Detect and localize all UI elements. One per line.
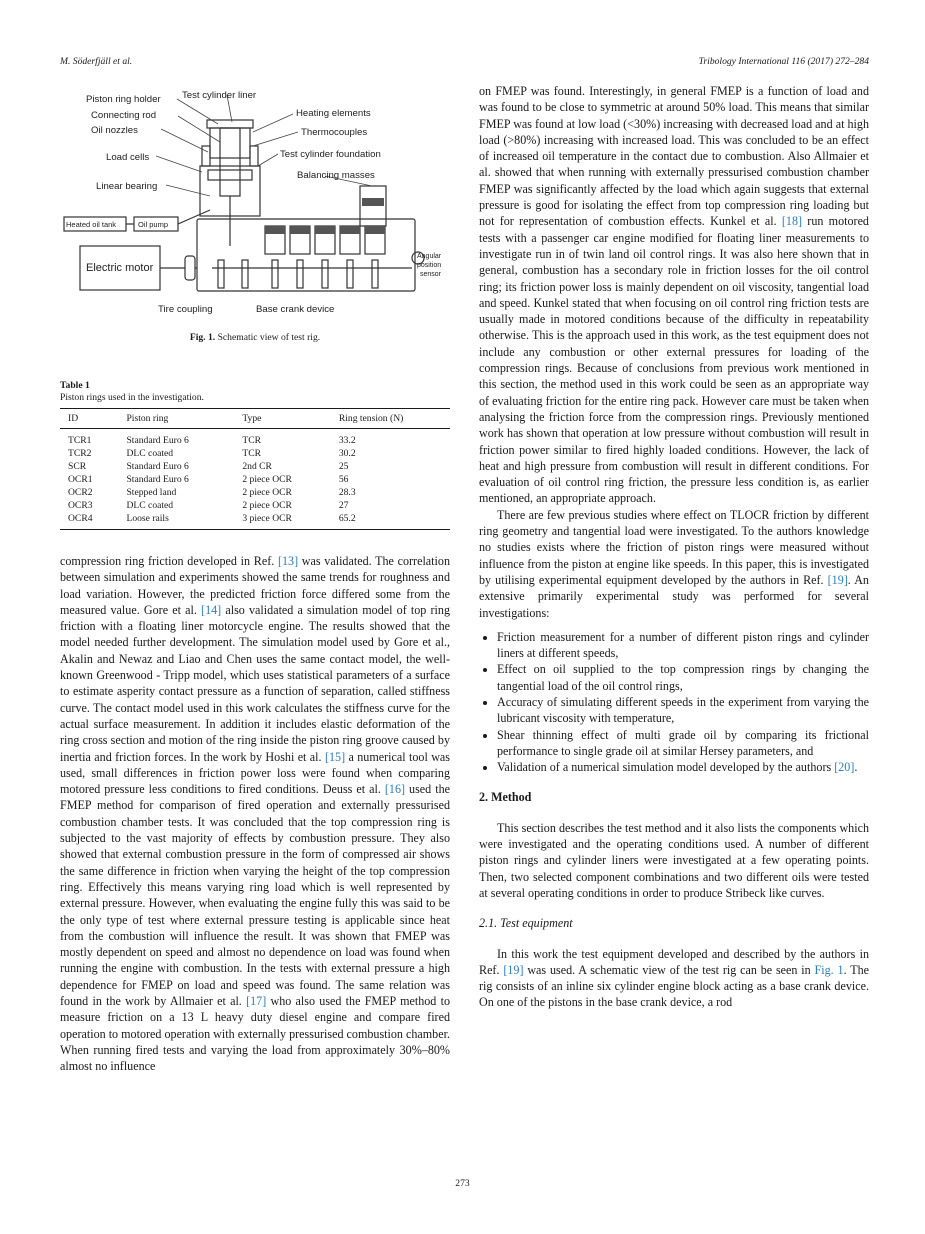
table-cell: 30.2 (338, 448, 356, 459)
table-cell: TCR2 (68, 448, 92, 459)
citation-link[interactable]: [14] (201, 602, 222, 617)
list-item: • Friction measurement for a number of different piston rings and cylinder liners at different speeds, (497, 629, 869, 662)
left-column (60, 553, 450, 1075)
table-header-cell: Piston ring (118, 409, 234, 429)
label-angular-1: Angular (417, 253, 442, 260)
text-run: was used. A schematic view of the test rig can be seen in (523, 962, 815, 977)
label-electric-motor: Electric motor (86, 262, 154, 274)
label-oil-pump: Oil pump (138, 220, 169, 229)
label-connecting-rod: Connecting rod (91, 110, 157, 121)
label-piston-ring-holder: Piston ring holder (86, 94, 161, 105)
body-paragraph (479, 507, 869, 621)
table-cell: 2 piece OCR (242, 500, 292, 511)
table-row (60, 460, 450, 473)
table-cell: 3 piece OCR (234, 512, 330, 530)
label-oil-nozzles: Oil nozzles (91, 125, 138, 136)
table-row (60, 429, 450, 448)
table-cell: OCR2 (68, 487, 93, 498)
label-angular-2: position (417, 262, 442, 269)
table-header-cell: Type (234, 409, 330, 429)
text-run: In this work the test equipment developed and described by the authors in Ref. (479, 946, 869, 977)
table-cell: 33.2 (338, 435, 356, 446)
text-run: who also used the FMEP method to measure friction on a 13 L heavy duty diesel engine and compare fired operation to motored operation with externally pressurised combustion chamber. When running fired tests and varying the load from approximately 30%–80% almost no influence (60, 994, 450, 1074)
label-angular-3: sensor (420, 271, 442, 278)
text-run: also validated a simulation model of top ring friction with a floating liner motorcycle engine. The results showed that the model needed further development. The simulation model used by Gore et al., Akalin and Newaz and Liao and Chen uses the same contact model, the well-known Greenwood - Tripp model, which uses statistical parameters of a surface to estimate asperity contact pressure as a function of separation, called stiffness curve. The contact model used in this work calculates the stiffness curve for the actual surface measurement. In addition it includes elastic deformation of the ring cross section and motion of the ring inside the piston ring groove caused by inertia and friction forces. In the work by Hoshi et al. (60, 602, 450, 764)
piston-rings-table (60, 408, 450, 530)
table-cell: DLC coated (126, 448, 174, 459)
text-run: on FMEP was found. Interestingly, in general FMEP is a function of load and was found to be close to symmetric at around 50% load. This means that similar FMEP was found at low load (<30%) increasing with decreased load and at high load (>80%) increasing with increased load. This was concluded to be an effect of increased oil temperature in the contact due to combustion. Also Allmaier et al. showed that when running with externally pressurised combustion chamber FMEP was significantly affected by the load which again suggests that external pressure is good for isolating the effect from top compression ring loading but not for representation of combustion effects. Kunkel et al. (479, 84, 869, 229)
investigation-list (479, 629, 869, 776)
table-cell: OCR3 (68, 500, 93, 511)
citation-link[interactable]: [13] (277, 554, 299, 568)
table-cell: OCR4 (60, 512, 118, 530)
text-run: compression ring friction developed in Ref. (60, 554, 278, 568)
citation-link[interactable]: [18] (781, 214, 803, 229)
label-thermocouples: Thermocouples (301, 127, 368, 138)
section-heading: 2. Method (479, 790, 532, 805)
list-item: • Accuracy of simulating different speeds in the experiment from varying the lubricant viscosity with temperature, (497, 694, 869, 727)
label-base-crank-device: Base crank device (256, 304, 335, 315)
table-cell: 27 (338, 500, 349, 511)
list-item: • Effect on oil supplied to the top compression rings by changing the tangential load of the oil control rings, (497, 661, 869, 694)
list-item (497, 759, 869, 775)
figure-link[interactable]: Fig. 1 (814, 962, 844, 977)
citation-link[interactable]: [19] (827, 572, 848, 587)
table-row (60, 447, 450, 460)
citation-link[interactable]: [16] (384, 782, 406, 797)
table-row (60, 499, 450, 512)
page-number: 273 (455, 1178, 470, 1189)
running-header-authors: M. Söderfjäll et al. (60, 56, 133, 67)
running-header-journal: Tribology International 116 (2017) 272–284 (698, 56, 869, 67)
text-run: run motored tests with a passenger car engine modified for floating liner measurements to investigate run in of twin land oil control rings. It was also here shown that in general, combustion has a secondary role in friction losses for the oil control ring; its friction power loss is mainly dependent on oil viscosity, tangential load and speed. Kunkel stated that when focusing on oil control ring friction tests are usually made in motored conditions because of the difficulty in repeatability otherwise. This is the approach used in this work, as the test equipment does not include any combustion or other external pressures for loading of the compression rings. Because of conclusions from previous work mentioned in this section, the method used in this work could be seen as an appropriate way of evaluating friction for the entire ring pack. However care must be taken when analysing the friction force from the compression rings. Previously mentioned work has shown that operation at low pressure without combustion will result in friction power similar to fired highly loaded conditions. However, the lack of heat and high pressure from combustion will result in different conditions. For evaluation of oil control ring friction, the pressure less condition is, as earlier mentioned, an appropriate approach. (479, 214, 869, 506)
text-run: . The rig consists of an inline six cylinder engine block acting as a base crank device. On one of the pistons in the base crank device, a rod (479, 962, 869, 1010)
table-cell: TCR (242, 435, 262, 446)
label-test-cylinder-liner: Test cylinder liner (182, 90, 257, 101)
label-linear-bearing: Linear bearing (96, 181, 158, 192)
citation-link[interactable]: [19] (503, 962, 524, 977)
test-rig-diagram (60, 86, 450, 316)
table-cell: Standard Euro 6 (126, 461, 189, 472)
table-title-block (60, 380, 204, 404)
table-cell: 2 piece OCR (242, 474, 292, 485)
table-row (60, 486, 450, 499)
table-header-cell: Ring tension (N) (331, 409, 450, 429)
table-cell: DLC coated (126, 500, 174, 511)
text-run: There are few previous studies where effect on TLOCR friction by different ring geometry and tangential load were investigated. To the authors knowledge no studies exists where the friction of piston rings were measured without influence from the piston at engine like speeds. In this paper, this is investigated by utilising experimental equipment developed by the authors in Ref. (479, 507, 869, 587)
table-cell: Standard Euro 6 (126, 474, 189, 485)
label-balancing-masses: Balancing masses (297, 170, 375, 181)
table-subtitle: Piston rings used in the investigation. (60, 392, 204, 403)
table-cell: 25 (338, 461, 349, 472)
text-run: Validation of a numerical simulation model developed by the authors (497, 760, 835, 775)
table-cell: 56 (338, 474, 349, 485)
right-column (479, 83, 869, 1011)
table-header-row (60, 409, 450, 429)
label-tire-coupling: Tire coupling (158, 304, 213, 315)
table-title: Table 1 (60, 380, 90, 391)
list-item: • Shear thinning effect of multi grade oil by comparing its frictional performance to single grade oil at similar Hersey parameters, and (497, 727, 869, 760)
table-cell: SCR (68, 461, 87, 472)
table-cell: Stepped land (126, 487, 177, 498)
table-header-cell: ID (60, 409, 118, 429)
table-cell: 28.3 (338, 487, 356, 498)
body-paragraph: This section describes the test method and it also lists the components which were investigated and the operating conditions used. A number of different piston rings and cylinder liners were investigated at a few operating points. Then, two selected component combinations and two different oils were tested at several operating conditions in order to produce Stribeck like curves. (479, 820, 869, 900)
figure-caption (60, 332, 450, 343)
table-cell: Loose rails (118, 512, 234, 530)
label-heated-oil-tank: Heated oil tank (66, 220, 117, 229)
table-cell: TCR1 (68, 435, 92, 446)
figure-caption-text: Schematic view of test rig. (217, 332, 321, 343)
text-run: was validated. The correlation between simulation and experiments showed the same trends for roughness and load variation. However, the predicted friction force differed some from the measured value. Gore et al. (60, 554, 450, 617)
body-paragraph (60, 553, 450, 1075)
table-row (60, 512, 450, 530)
table-cell: 2 piece OCR (242, 487, 292, 498)
text-run: . An extensive primarily experimental study was performed for several investigations: (479, 572, 869, 620)
subsection-heading: 2.1. Test equipment (479, 916, 573, 931)
citation-link[interactable]: [20] (834, 760, 855, 775)
table-cell: 2nd CR (242, 461, 272, 472)
text-run: used the FMEP method for comparison of fired operation and externally pressurised combustion chamber tests. It was concluded that the top compression ring is subjected to the vast majority of effects by combustion pressure. They also showed that external combustion pressure in the form of compressed air shows the same difference in friction when varying the height of the top compression ring. Effectively this means varying ring load which is well represented by external pressure. However, when evaluating the engine fully this was said to be the only type of test where external pressure testing is applicable since heat from the combustion will influence the result. It was shown that FMEP was mostly dependent on speed and almost no dependence on load was found when running the engine with combustion. In the tests with external pressure a high dependence for FMEP on load and speed was found. The same relation was found in the work by Allmaier et al. (60, 782, 450, 1009)
table-cell: 65.2 (331, 512, 450, 530)
table-cell: OCR1 (68, 474, 93, 485)
label-heating-elements: Heating elements (296, 108, 371, 119)
label-test-cylinder-foundation: Test cylinder foundation (280, 149, 381, 160)
table-cell: TCR (242, 448, 262, 459)
table-cell: Standard Euro 6 (126, 435, 189, 446)
citation-link[interactable]: [15] (324, 749, 346, 764)
body-paragraph (479, 83, 869, 507)
text-run: a numerical tool was used, small differences in friction power loss were found when comparing motored pressure less conditions to fired conditions. Deuss et al. (60, 749, 450, 797)
table-row (60, 473, 450, 486)
figure-test-rig-schematic (60, 86, 450, 316)
label-load-cells: Load cells (106, 152, 150, 163)
figure-caption-label: Fig. 1. (189, 332, 216, 343)
body-paragraph (479, 946, 869, 1011)
citation-link[interactable]: [17] (246, 994, 267, 1009)
text-run: . (854, 760, 858, 775)
